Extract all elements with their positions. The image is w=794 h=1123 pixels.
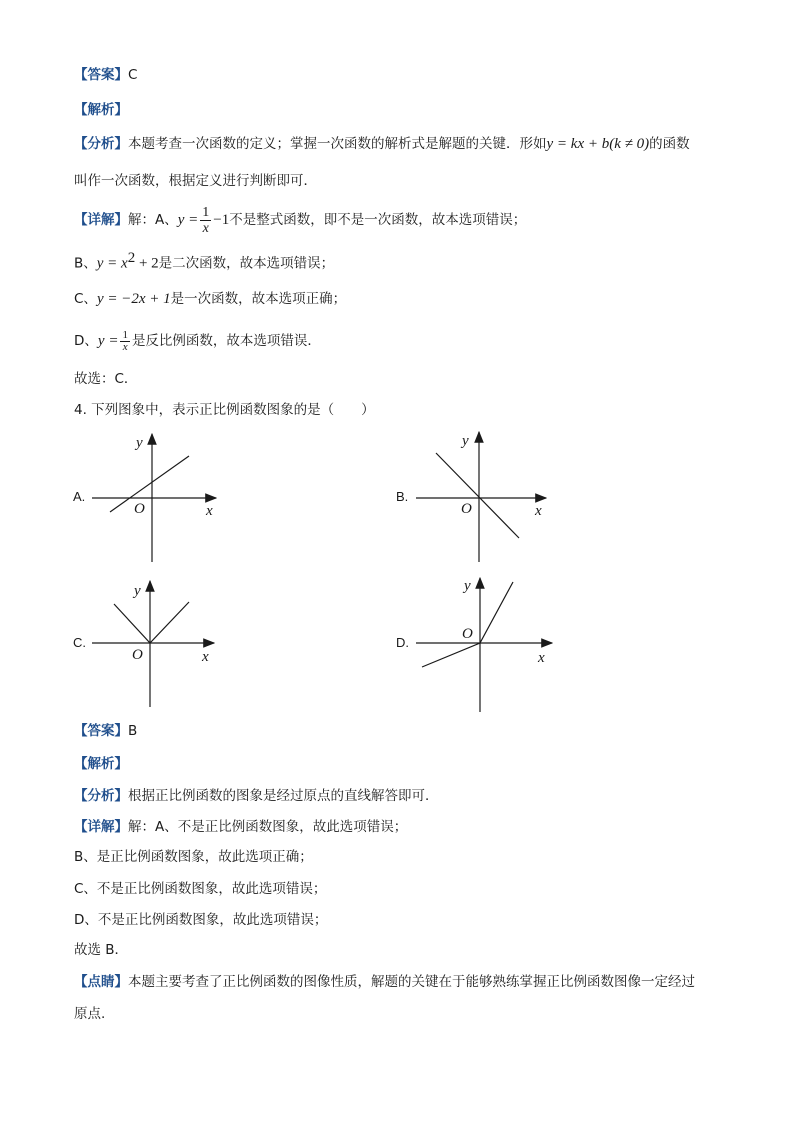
- detail-d-text: D、不是正比例函数图象，故此选项错误；: [74, 912, 328, 928]
- detail-tag: 【详解】: [74, 212, 128, 228]
- origin-label: O: [132, 647, 143, 663]
- x-axis-label: x: [538, 650, 545, 666]
- q3-fenxi-line: [74, 134, 690, 154]
- comment-tag: 【点睛】: [74, 974, 128, 990]
- q4-detail-c: [74, 879, 326, 899]
- analysis-tag: 【解析】: [74, 102, 128, 118]
- y-axis-label: y: [464, 578, 471, 594]
- q3-detail-a: [74, 203, 526, 237]
- graph-b: [412, 428, 562, 566]
- origin-label: O: [462, 626, 473, 642]
- analysis-tag: 【解析】: [74, 756, 128, 772]
- b-prefix: B、: [74, 255, 97, 272]
- option-c-label: C.: [73, 635, 86, 650]
- q3-answer-line: [74, 65, 137, 85]
- choose-text: 故选 B．: [74, 942, 129, 958]
- q4-detail-d: [74, 910, 327, 930]
- q4-comment-line: [74, 972, 695, 992]
- answer-value: C: [128, 67, 138, 83]
- detail-a-tail: −1: [213, 212, 230, 228]
- fenxi-tag: 【分析】: [74, 136, 128, 152]
- choose-text: 故选：C．: [74, 371, 138, 387]
- fraction-numerator: 1: [202, 204, 210, 220]
- q4-choose: [74, 940, 128, 960]
- x-axis-label: x: [535, 503, 542, 519]
- d-prefix: D、: [74, 333, 98, 349]
- b-text: 是二次函数，故本选项错误；: [158, 255, 335, 272]
- d-y: y =: [97, 333, 119, 349]
- linear-function-formula: y = kx + b(k ≠ 0): [546, 136, 650, 152]
- fenxi-tag: 【分析】: [74, 788, 128, 804]
- q4-analysis-heading: [74, 754, 128, 774]
- detail-a-fraction: [200, 205, 211, 236]
- b-exponent: 2: [127, 250, 136, 266]
- y-axis-label: y: [136, 435, 143, 451]
- y-axis-label: y: [462, 433, 469, 449]
- fraction-denominator: x: [120, 341, 130, 353]
- function-line: [114, 602, 189, 643]
- q4-comment-line-2: [74, 1004, 105, 1024]
- graph-d: [412, 572, 562, 714]
- option-d-label: D.: [396, 635, 409, 650]
- function-line: [422, 582, 513, 667]
- q3-detail-c: [74, 289, 346, 309]
- q4-answer-line: [74, 721, 137, 741]
- fenxi-text-2: 的函数: [649, 136, 690, 152]
- detail-a-prefix: 解：A、: [128, 212, 178, 228]
- b-formula-2: + 2: [135, 255, 159, 272]
- option-a-label: A.: [73, 489, 86, 504]
- q4-detail-b: [74, 847, 313, 867]
- y-axis-label: y: [134, 583, 141, 599]
- detail-b-text: B、是正比例函数图象，故此选项正确；: [74, 849, 313, 865]
- q3-detail-d: [74, 326, 321, 356]
- function-line: [110, 456, 189, 512]
- function-line: [436, 453, 519, 538]
- comment-text-2: 原点.: [74, 1006, 106, 1022]
- q3-fenxi-line-2: [74, 171, 317, 191]
- graph-c: [88, 575, 228, 710]
- option-b-label: B.: [396, 489, 409, 504]
- q3-analysis-heading: [74, 100, 128, 120]
- d-fraction: [120, 330, 130, 353]
- c-text: 是一次函数，故本选项正确；: [170, 291, 347, 307]
- d-text: 是反比例函数，故本选项错误．: [131, 333, 321, 349]
- q4-question: [74, 400, 375, 420]
- b-formula-1: y = x: [96, 255, 128, 272]
- q4-fenxi-line: [74, 786, 439, 806]
- answer-value: B: [128, 723, 138, 739]
- q4-detail-a: [74, 817, 407, 837]
- q3-choose: [74, 369, 137, 389]
- fraction-denominator: x: [200, 220, 211, 236]
- c-formula: y = −2x + 1: [96, 291, 171, 307]
- origin-label: O: [461, 501, 472, 517]
- answer-tag: 【答案】: [74, 67, 128, 83]
- detail-a-text: 解：A、不是正比例函数图象，故此选项错误；: [128, 819, 408, 835]
- x-axis-label: x: [202, 649, 209, 665]
- q3-detail-b: [74, 248, 334, 274]
- question-text: 4. 下列图象中，表示正比例函数图象的是（ ）: [74, 402, 375, 418]
- comment-text-1: 本题主要考查了正比例函数的图像性质，解题的关键在于能够熟练掌握正比例函数图像一定经过: [128, 974, 695, 990]
- detail-tag: 【详解】: [74, 819, 128, 835]
- fenxi-text: 根据正比例函数的图象是经过原点的直线解答即可．: [128, 788, 439, 804]
- fenxi-text-1: 本题考查一次函数的定义；掌握一次函数的解析式是解题的关键．形如: [128, 136, 547, 152]
- detail-a-text: 不是整式函数，即不是一次函数，故本选项错误；: [229, 212, 527, 228]
- fenxi-line-2-text: 叫作一次函数，根据定义进行判断即可．: [74, 173, 317, 189]
- detail-a-y: y =: [177, 212, 199, 228]
- fraction-numerator: 1: [122, 328, 128, 341]
- graph-a: [88, 428, 228, 566]
- detail-c-text: C、不是正比例函数图象，故此选项错误；: [74, 881, 327, 897]
- c-prefix: C、: [74, 291, 97, 307]
- origin-label: O: [134, 501, 145, 517]
- answer-tag: 【答案】: [74, 723, 128, 739]
- x-axis-label: x: [206, 503, 213, 519]
